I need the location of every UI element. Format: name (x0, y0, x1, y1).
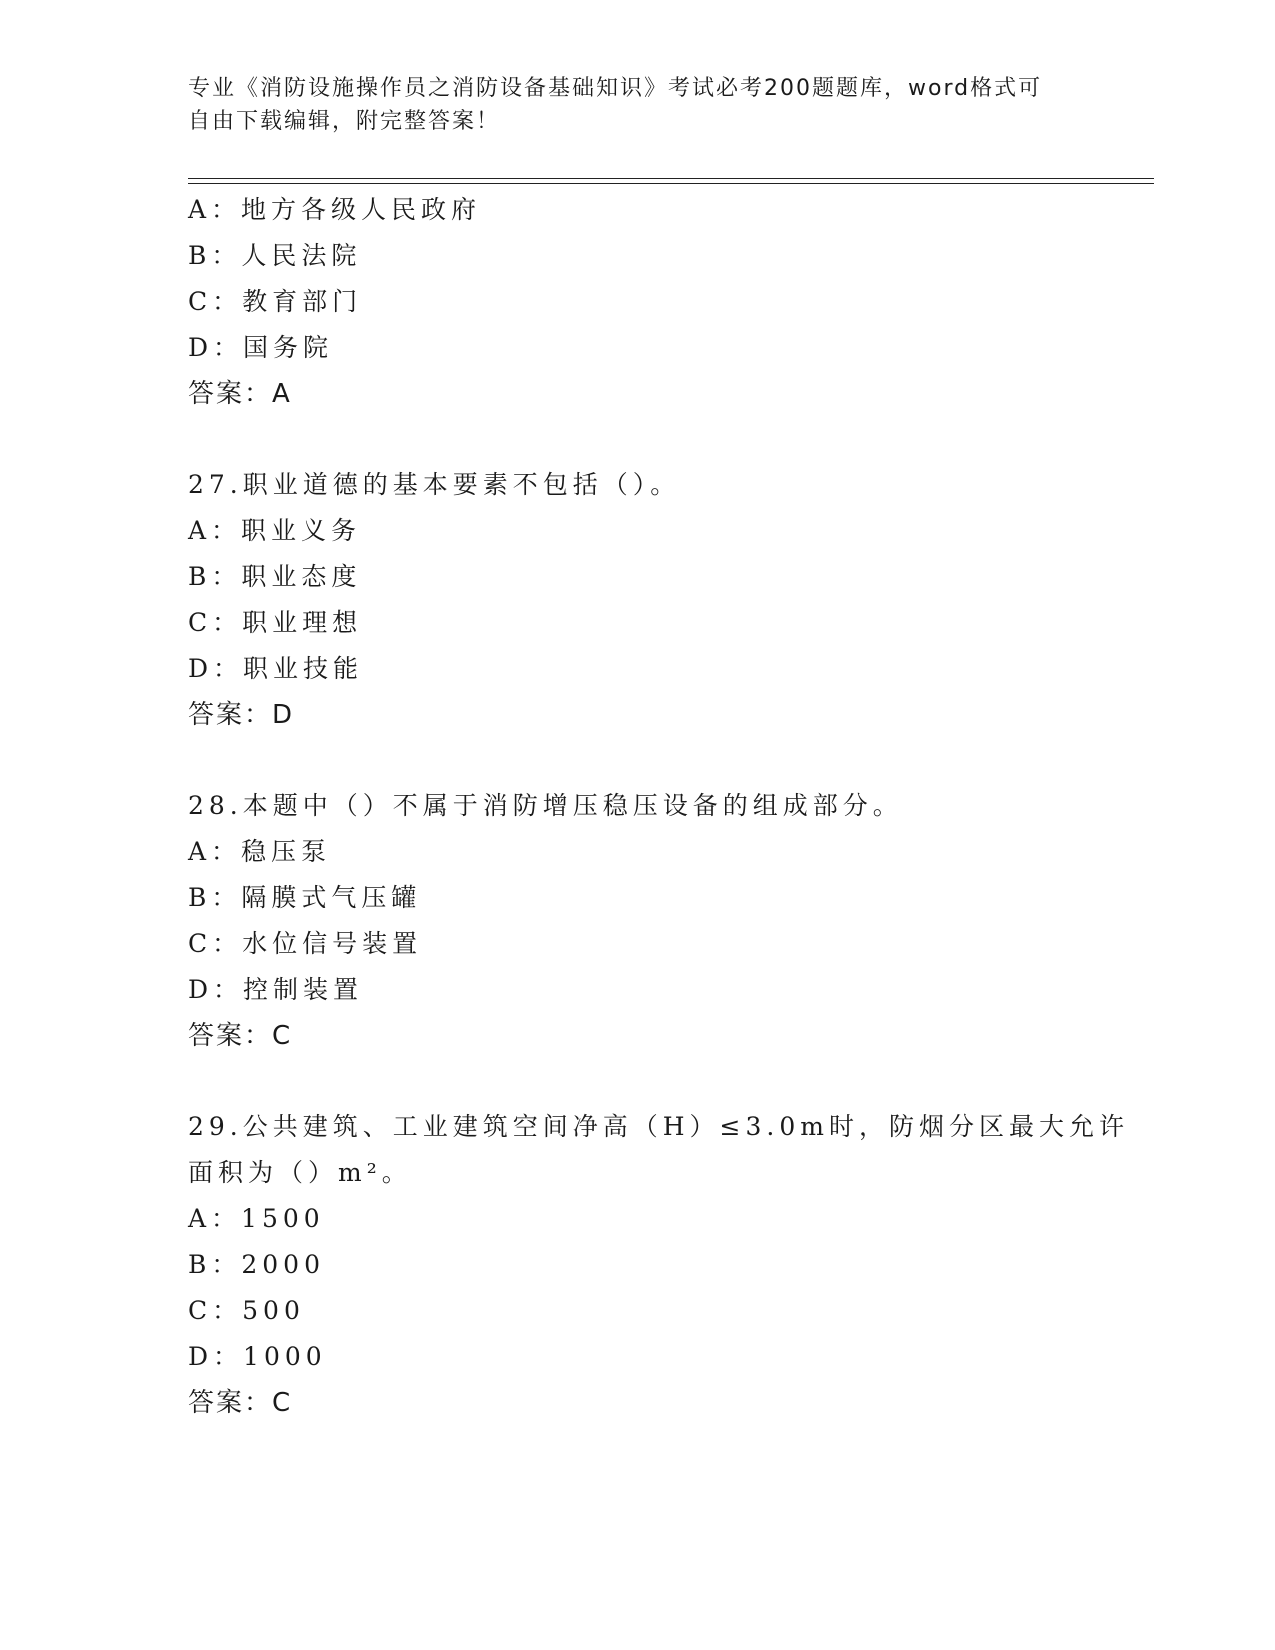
document-header (188, 72, 1088, 138)
option-b: B：职业态度 (188, 562, 362, 591)
option-a: A：职业义务 (188, 516, 362, 545)
option-a: A：地方各级人民政府 (188, 195, 482, 224)
question-29 (188, 1104, 1148, 1426)
header-divider-top (188, 178, 1154, 179)
option-b: B：2000 (188, 1250, 325, 1279)
header-line-1: 专业《消防设施操作员之消防设备基础知识》考试必考200题题库，word格式可 (188, 76, 1043, 101)
answer: 答案：A (188, 379, 292, 409)
option-a: A：1500 (188, 1204, 325, 1233)
option-d: D：控制装置 (188, 975, 364, 1004)
option-c: C：教育部门 (188, 287, 363, 316)
option-a: A：稳压泵 (188, 837, 332, 866)
answer: 答案：C (188, 1388, 293, 1418)
answer: 答案：D (188, 700, 295, 730)
question-list (188, 187, 1148, 1426)
option-d: D：国务院 (188, 333, 334, 362)
question-text: 27.职业道德的基本要素不包括（）。 (188, 470, 681, 499)
answer: 答案：C (188, 1021, 293, 1051)
question-27 (188, 462, 1148, 738)
option-d: D：1000 (188, 1342, 327, 1371)
header-divider-bottom (188, 183, 1154, 184)
question-28 (188, 783, 1148, 1059)
option-b: B：隔膜式气压罐 (188, 883, 422, 912)
question-text-line-1: 29.公共建筑、工业建筑空间净高（H）≤3.0m时，防烟分区最大允许 (188, 1112, 1129, 1141)
option-c: C：500 (188, 1296, 305, 1325)
option-c: C：职业理想 (188, 608, 363, 637)
option-d: D：职业技能 (188, 654, 364, 683)
option-b: B：人民法院 (188, 241, 362, 270)
question-text-line-2: 面积为（）m²。 (188, 1158, 412, 1187)
question-text: 28.本题中（）不属于消防增压稳压设备的组成部分。 (188, 791, 903, 820)
header-line-2: 自由下载编辑，附完整答案！ (188, 109, 501, 134)
option-c: C：水位信号装置 (188, 929, 423, 958)
question-26 (188, 187, 1148, 417)
